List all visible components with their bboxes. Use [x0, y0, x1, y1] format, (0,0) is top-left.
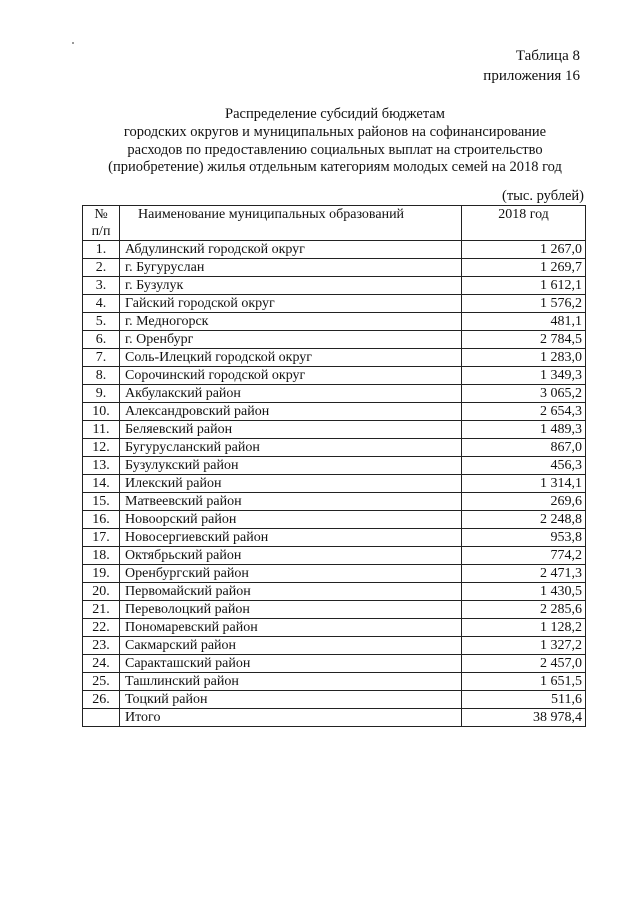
table-row	[83, 691, 586, 709]
row-value: 1 283,0	[462, 349, 586, 367]
row-number: 4.	[83, 295, 120, 313]
row-value: 1 651,5	[462, 673, 586, 691]
table-row	[83, 313, 586, 331]
row-number: 24.	[83, 655, 120, 673]
row-number: 19.	[83, 565, 120, 583]
row-value: 2 285,6	[462, 601, 586, 619]
total-row	[83, 709, 586, 727]
table-row	[83, 637, 586, 655]
table-row	[83, 475, 586, 493]
row-name: г. Бугуруслан	[120, 259, 462, 277]
row-number: 8.	[83, 367, 120, 385]
title-line-1: Распределение субсидий бюджетам	[225, 106, 445, 122]
table-row	[83, 511, 586, 529]
row-name: Бузулукский район	[120, 457, 462, 475]
row-value: 1 489,3	[462, 421, 586, 439]
units-note: (тыс. рублей)	[502, 188, 584, 204]
row-number: 6.	[83, 331, 120, 349]
row-number: 9.	[83, 385, 120, 403]
row-value: 1 314,1	[462, 475, 586, 493]
row-value: 2 457,0	[462, 655, 586, 673]
row-name: Первомайский район	[120, 583, 462, 601]
column-header-number	[83, 206, 120, 241]
table-row	[83, 259, 586, 277]
row-number: 11.	[83, 421, 120, 439]
row-value: 1 576,2	[462, 295, 586, 313]
row-value: 2 471,3	[462, 565, 586, 583]
row-value: 1 430,5	[462, 583, 586, 601]
row-number: 1.	[83, 241, 120, 259]
column-header-name: Наименование муниципальных образований	[120, 206, 462, 241]
row-number: 23.	[83, 637, 120, 655]
total-row-number	[83, 709, 120, 727]
row-number: 3.	[83, 277, 120, 295]
row-value: 867,0	[462, 439, 586, 457]
row-number: 13.	[83, 457, 120, 475]
column-header-number-line2: п/п	[91, 224, 111, 239]
row-name: Тоцкий район	[120, 691, 462, 709]
row-name: Илекский район	[120, 475, 462, 493]
header-table-number: Таблица 8	[515, 48, 580, 64]
table-row	[83, 439, 586, 457]
table-row	[83, 673, 586, 691]
table-row	[83, 601, 586, 619]
table-header-row	[83, 206, 586, 241]
row-value: 1 612,1	[462, 277, 586, 295]
row-name: Сакмарский район	[120, 637, 462, 655]
row-name: г. Бузулук	[120, 277, 462, 295]
table-row	[83, 349, 586, 367]
row-name: Оренбургский район	[120, 565, 462, 583]
row-number: 25.	[83, 673, 120, 691]
table-row	[83, 493, 586, 511]
row-number: 14.	[83, 475, 120, 493]
row-name: Абдулинский городской округ	[120, 241, 462, 259]
row-value: 2 784,5	[462, 331, 586, 349]
table-row	[83, 385, 586, 403]
row-name: Новоорский район	[120, 511, 462, 529]
row-value: 1 349,3	[462, 367, 586, 385]
total-value: 38 978,4	[462, 709, 586, 727]
row-value: 3 065,2	[462, 385, 586, 403]
row-name: Беляевский район	[120, 421, 462, 439]
row-value: 774,2	[462, 547, 586, 565]
column-header-value: 2018 год	[462, 206, 586, 241]
row-name: Переволоцкий район	[120, 601, 462, 619]
row-number: 17.	[83, 529, 120, 547]
subsidy-table	[82, 205, 586, 727]
row-name: Ташлинский район	[120, 673, 462, 691]
row-number: 15.	[83, 493, 120, 511]
table-row	[83, 367, 586, 385]
row-number: 10.	[83, 403, 120, 421]
table-row	[83, 655, 586, 673]
row-number: 26.	[83, 691, 120, 709]
row-number: 20.	[83, 583, 120, 601]
row-name: г. Медногорск	[120, 313, 462, 331]
document-title	[80, 106, 590, 177]
table-row	[83, 403, 586, 421]
row-number: 2.	[83, 259, 120, 277]
row-value: 2 248,8	[462, 511, 586, 529]
row-value: 1 128,2	[462, 619, 586, 637]
row-name: Саракташский район	[120, 655, 462, 673]
row-name: Соль-Илецкий городской округ	[120, 349, 462, 367]
table-row	[83, 547, 586, 565]
row-value: 1 267,0	[462, 241, 586, 259]
appendix-header	[483, 46, 580, 86]
table-row	[83, 295, 586, 313]
title-line-4: (приобретение) жилья отдельным категориям молодых семей на 2018 год	[108, 159, 562, 176]
table-row	[83, 619, 586, 637]
row-name: Сорочинский городской округ	[120, 367, 462, 385]
row-number: 7.	[83, 349, 120, 367]
row-name: Октябрьский район	[120, 547, 462, 565]
row-value: 481,1	[462, 313, 586, 331]
header-appendix: приложения 16	[483, 68, 580, 84]
row-name: Гайский городской округ	[120, 295, 462, 313]
table-row	[83, 583, 586, 601]
row-number: 18.	[83, 547, 120, 565]
row-name: Матвеевский район	[120, 493, 462, 511]
row-value: 269,6	[462, 493, 586, 511]
row-value: 1 327,2	[462, 637, 586, 655]
column-header-number-line1: №	[94, 207, 108, 222]
row-value: 1 269,7	[462, 259, 586, 277]
table-row	[83, 241, 586, 259]
table-row	[83, 277, 586, 295]
row-number: 12.	[83, 439, 120, 457]
row-number: 16.	[83, 511, 120, 529]
row-name: Александровский район	[120, 403, 462, 421]
row-number: 5.	[83, 313, 120, 331]
row-name: Бугурусланский район	[120, 439, 462, 457]
row-value: 2 654,3	[462, 403, 586, 421]
row-number: 21.	[83, 601, 120, 619]
scan-speck	[72, 42, 74, 44]
table-row	[83, 565, 586, 583]
row-name: г. Оренбург	[120, 331, 462, 349]
total-label: Итого	[120, 709, 462, 727]
row-number: 22.	[83, 619, 120, 637]
title-line-2: городских округов и муниципальных районов на софинансирование	[123, 123, 547, 140]
row-name: Новосергиевский район	[120, 529, 462, 547]
table-row	[83, 529, 586, 547]
row-name: Пономаревский район	[120, 619, 462, 637]
table-row	[83, 457, 586, 475]
row-value: 456,3	[462, 457, 586, 475]
table-row	[83, 421, 586, 439]
row-value: 511,6	[462, 691, 586, 709]
row-value: 953,8	[462, 529, 586, 547]
row-name: Акбулакский район	[120, 385, 462, 403]
table-row	[83, 331, 586, 349]
title-line-3: расходов по предоставлению социальных выплат на строительство	[127, 141, 543, 158]
